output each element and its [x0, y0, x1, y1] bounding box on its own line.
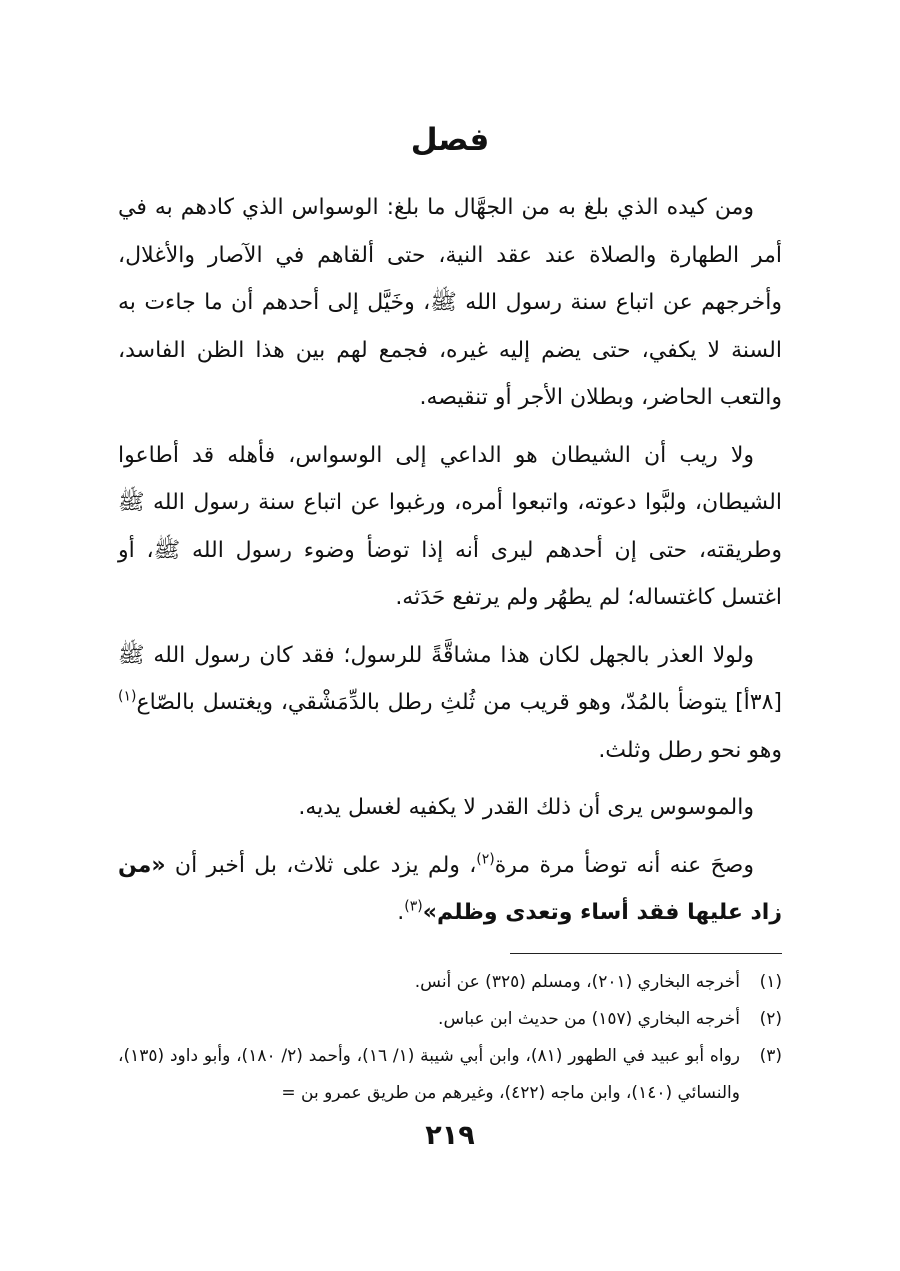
- paragraph-5-text-b: ، ولم يزد على ثلاث، بل أخبر أن: [174, 852, 477, 878]
- footnote-number: (٣): [759, 1046, 782, 1066]
- footnote-3: [118, 1038, 782, 1112]
- footnote-number: (١): [759, 972, 782, 992]
- footnote-2: [118, 1001, 782, 1038]
- footnote-divider: [510, 953, 782, 954]
- paragraph-3: [118, 632, 782, 775]
- paragraph-3-end: وهو نحو رطل وثلث.: [598, 737, 782, 763]
- footnote-1: [118, 964, 782, 1001]
- page-number: ٢١٩: [425, 1120, 475, 1151]
- footnote-text: أخرجه البخاري (٢٠١)، ومسلم (٣٢٥) عن أنس.: [414, 972, 740, 992]
- paragraph-4-text: والموسوس يرى أن ذلك القدر لا يكفيه لغسل يديه.: [298, 795, 754, 820]
- paragraph-1-text: ومن كيده الذي بلغ به من الجهَّال ما بلغ: الوسواس الذي كادهم به في أمر الطهارة والصلاة عند عقد النية، حتى ألقاهم في الآصار والأغلال، وأخرجهم عن اتباع سنة رسول الله ﷺ، وخَيَّل إلى أحدهم أن ما جاءت به السنة لا يكفي، حتى يضم إليه غيره، فجمع لهم بين هذا الظن الفاسد، والتعب الحاضر، وبطلان الأجر أو تنقيصه.: [118, 195, 782, 410]
- footnote-ref-1[interactable]: (١): [118, 688, 137, 705]
- main-text: [118, 184, 782, 947]
- paragraph-3-text: ولولا العذر بالجهل لكان هذا مشاقَّةً للرسول؛ فقد كان رسول الله ﷺ [٣٨أ] يتوضأ بالمُدّ، وهو قريب من ثُلثِ رطل بالدِّمَشْقي، ويغتسل بالصّاع: [118, 642, 782, 715]
- footnote-text: رواه أبو عبيد في الطهور (٨١)، وابن أبي شيبة (١/ ١٦)، وأحمد (٢/ ١٨٠)، وأبو داود (١٣٥)، والنسائي (١٤٠)، وابن ماجه (٤٢٢)، وغيرهم من طريق عمرو بن =: [118, 1046, 740, 1103]
- footnotes: [118, 964, 782, 1112]
- footnote-ref-2[interactable]: (٢): [476, 851, 495, 868]
- section-heading: فصل: [410, 122, 490, 158]
- paragraph-5: [118, 842, 782, 937]
- footnote-ref-3[interactable]: (٣): [404, 898, 423, 915]
- paragraph-1: [118, 184, 782, 422]
- footnote-number: (٢): [759, 1009, 782, 1029]
- paragraph-2-text: ولا ريب أن الشيطان هو الداعي إلى الوسواس، فأهله قد أطاعوا الشيطان، ولبَّوا دعوته، واتبعوا أمره، ورغبوا عن اتباع سنة رسول الله ﷺ وطريقته، حتى إن أحدهم ليرى أنه إذا توضأ وضوء رسول الله ﷺ، أو اغتسل كاغتساله؛ لم يطهُر ولم يرتفع حَدَثه.: [118, 442, 782, 610]
- hadith-quote: «من زاد عليها فقد أساء وتعدى وظلم»: [118, 852, 782, 925]
- paragraph-2: [118, 432, 782, 622]
- paragraph-5-text-a: وصحَ عنه أنه توضأ مرة مرة: [494, 852, 754, 878]
- paragraph-4: [118, 784, 782, 832]
- footnote-text: أخرجه البخاري (١٥٧) من حديث ابن عباس.: [438, 1009, 740, 1029]
- paragraph-5-end: .: [397, 900, 405, 925]
